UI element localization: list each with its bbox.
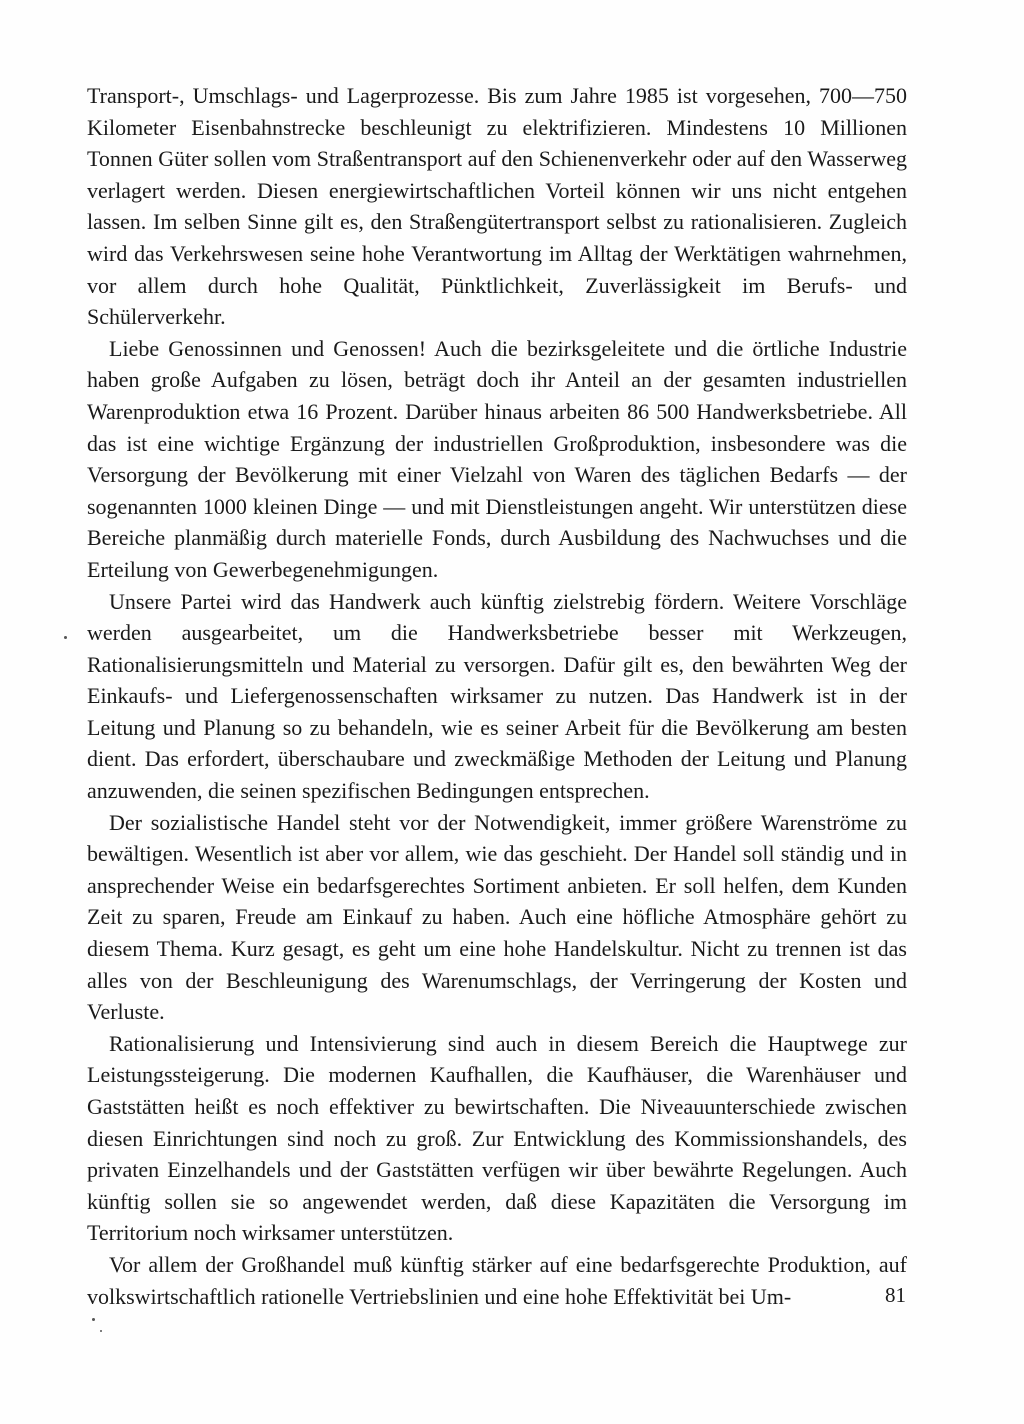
- scan-speck: [64, 636, 67, 639]
- paragraph-6: Vor allem der Großhandel muß künftig stärker auf eine bedarfsgerechte Produktion, auf volkswirtschaftlich rationelle Vertriebslinien und eine hohe Effektivität bei Um-: [87, 1251, 907, 1309]
- paragraph-4: Der sozialistische Handel steht vor der Notwendigkeit, immer größere Warenströme zu bewältigen. Wesentlich ist aber vor allem, wie das geschieht. Der Handel soll ständig und in ansprechender Weise ein bedarfsgerechtes Sortiment anbieten. Er soll helfen, dem Kunden Zeit zu sparen, Freude am Einkauf zu haben. Auch eine höfliche Atmosphäre gehört zu diesem Thema. Kurz gesagt, es geht um eine hohe Handelskultur. Nicht zu trennen ist das alles von der Beschleunigung des Warenumschlags, der Verringerung der Kosten und Verluste.: [87, 809, 907, 1025]
- page-number: 81: [885, 1283, 906, 1307]
- paragraph-5: Rationalisierung und Intensivierung sind auch in diesem Bereich die Hauptwege zur Leistungssteigerung. Die modernen Kaufhallen, die Kaufhäuser, die Warenhäuser und Gaststätten heißt es noch effektiver zu bewirtschaften. Die Niveauunterschiede zwischen diesen Einrichtungen sind noch zu groß. Zur Entwicklung des Kommissionshandels, des privaten Einzelhandels und der Gaststätten verfügen wir über bewährte Regelungen. Auch künftig sollen sie so angewendet werden, daß diese Kapazitäten die Versorgung im Territorium noch wirksamer unterstützen.: [87, 1030, 907, 1246]
- body-text: [87, 80, 907, 1312]
- paragraph-1: Transport-, Umschlags- und Lagerprozesse. Bis zum Jahre 1985 ist vorgesehen, 700—750 Kilometer Eisenbahnstrecke beschleunigt zu elektrifizieren. Mindestens 10 Millionen Tonnen Güter sollen vom Straßentransport auf den Schienenverkehr oder auf den Wasserweg verlagert werden. Diesen energiewirtschaftlichen Vorteil können wir uns nicht entgehen lassen. Im selben Sinne gilt es, den Straßengütertransport selbst zu rationalisieren. Zugleich wird das Verkehrswesen seine hohe Verantwortung im Alltag der Werktätigen wahrnehmen, vor allem durch hohe Qualität, Pünktlichkeit, Zuverlässigkeit im Berufs- und Schülerverkehr.: [87, 83, 907, 330]
- paragraph-2: Liebe Genossinnen und Genossen! Auch die bezirksgeleitete und die örtliche Industrie haben große Aufgaben zu lösen, beträgt doch ihr Anteil an der gesamten industriellen Warenproduktion etwa 16 Prozent. Darüber hinaus arbeiten 86 500 Handwerksbetriebe. All das ist eine wichtige Ergänzung der industriellen Großproduktion, insbesondere was die Versorgung der Bevölkerung mit einer Vielzahl von Waren des täglichen Bedarfs — der sogenannten 1000 kleinen Dinge — und mit Dienstleistungen angeht. Wir unterstützen diese Bereiche planmäßig durch materielle Fonds, durch Ausbildung des Nachwuchses und die Erteilung von Gewerbegenehmigungen.: [87, 335, 907, 582]
- scan-speck: [92, 1318, 95, 1321]
- paragraph-3: Unsere Partei wird das Handwerk auch künftig zielstrebig fördern. Weitere Vorschläge werden ausgearbeitet, um die Handwerksbetriebe besser mit Werkzeugen, Rationalisierungsmitteln und Material zu versorgen. Dafür gilt es, den bewährten Weg der Einkaufs- und Liefergenossenschaften wirksamer zu nutzen. Das Handwerk ist in der Leitung und Planung so zu behandeln, wie es seiner Arbeit für die Bevölkerung am besten dient. Das erfordert, überschaubare und zweckmäßige Methoden der Leitung und Planung anzuwenden, die seinen spezifischen Bedingungen entsprechen.: [87, 588, 907, 804]
- scan-speck: [100, 1330, 102, 1332]
